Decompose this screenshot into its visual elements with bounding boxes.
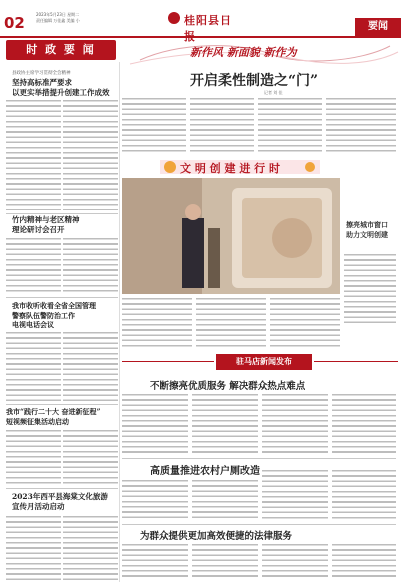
left-article-1-body-a	[6, 100, 61, 210]
right-article-2-title: 高质量推进农村户厕改造	[150, 466, 260, 477]
right-article-3-title: 为群众提供更加高效便捷的法律服务	[140, 531, 293, 542]
right-article-3-body-a	[122, 544, 188, 580]
left-article-3-body-b	[63, 332, 118, 402]
right-article-3-body-c	[262, 544, 328, 580]
feature-banner-text: 文 明 创 建 进 行 时	[180, 162, 280, 175]
section-tag: 要闻	[355, 18, 401, 36]
slogan-text: 新作风 新面貌 新作为	[190, 46, 297, 59]
right-article-2-body-a	[122, 480, 188, 520]
left-article-5-body-a	[6, 516, 61, 580]
brand-name: 桂阳县日报	[184, 14, 232, 43]
left-article-5-title: 2023年西平县海棠文化旅游 宣传月活动启动	[12, 492, 108, 511]
left-article-4-body-b	[63, 430, 118, 486]
lead-body-col-3	[258, 98, 322, 152]
feature-photo	[122, 178, 340, 294]
left-article-1-title: 坚持高标准严要求 以更实举措提升创建工作成效	[12, 78, 110, 97]
right-article-1-body-c	[262, 394, 328, 454]
news-ribbon: 驻马店新闻发布	[216, 354, 312, 370]
feature-banner	[160, 158, 320, 176]
column-divider	[119, 62, 120, 582]
slogan-banner	[120, 40, 401, 68]
feature-body-col-1	[122, 298, 192, 348]
right-article-1-body-a	[122, 394, 188, 454]
page-number: 02	[4, 14, 25, 32]
right-article-3-body-b	[192, 544, 258, 580]
left-article-4-body-a	[6, 430, 61, 486]
left-article-2-title: 竹内精神与老区精神 理论研讨会召开	[12, 215, 80, 234]
feature-body-col-2	[196, 298, 266, 348]
divider	[6, 297, 118, 298]
left-article-5-body-b	[63, 516, 118, 580]
ribbon-rule	[122, 361, 214, 362]
ribbon-rule	[314, 361, 398, 362]
street-scene-icon	[122, 178, 340, 294]
divider	[122, 524, 396, 525]
right-article-2-body-b	[192, 480, 258, 520]
left-article-1-kicker: 县政协主席学习贯彻全会精神	[12, 71, 71, 76]
right-article-2-body-c	[262, 470, 328, 520]
lead-body-col-1	[122, 98, 186, 152]
left-article-4-title: 我市“践行二十大 奋进新征程” 短视频征集活动启动	[6, 407, 101, 426]
right-article-1-body-b	[192, 394, 258, 454]
right-article-1-body-d	[332, 394, 396, 454]
seal-icon	[168, 12, 180, 24]
left-article-1-body-b	[63, 100, 118, 210]
lead-body-col-2	[190, 98, 254, 152]
lead-body-col-4	[326, 98, 396, 152]
divider	[122, 458, 396, 459]
divider	[6, 488, 118, 489]
feature-caption-body	[344, 254, 396, 324]
left-article-3-title: 我市收听收看全省全国管理 警察队伍警防治工作 电视电话会议	[12, 301, 96, 329]
divider	[6, 404, 118, 405]
feature-caption-title: 擦亮城市窗口 助力文明创建	[346, 220, 388, 239]
lead-byline: 记者 刘 佳	[264, 90, 283, 95]
divider	[6, 213, 118, 214]
masthead	[0, 0, 401, 43]
left-article-2-body-b	[63, 238, 118, 294]
right-article-2-body-d	[332, 470, 396, 520]
right-article-1-title: 不断擦亮优质服务 解决群众热点难点	[150, 381, 306, 392]
feature-body-col-3	[270, 298, 340, 348]
section-banner: 时 政 要 闻	[6, 40, 116, 60]
lead-title: 开启柔性制造之“门”	[190, 73, 319, 89]
left-article-3-body-a	[6, 332, 61, 402]
right-article-3-body-d	[332, 544, 396, 580]
left-article-2-body-a	[6, 238, 61, 294]
newspaper-logo	[168, 10, 238, 43]
dateline: 2023年5月23日 星期二 责任编辑 万佳鑫 美编 小	[36, 12, 80, 23]
